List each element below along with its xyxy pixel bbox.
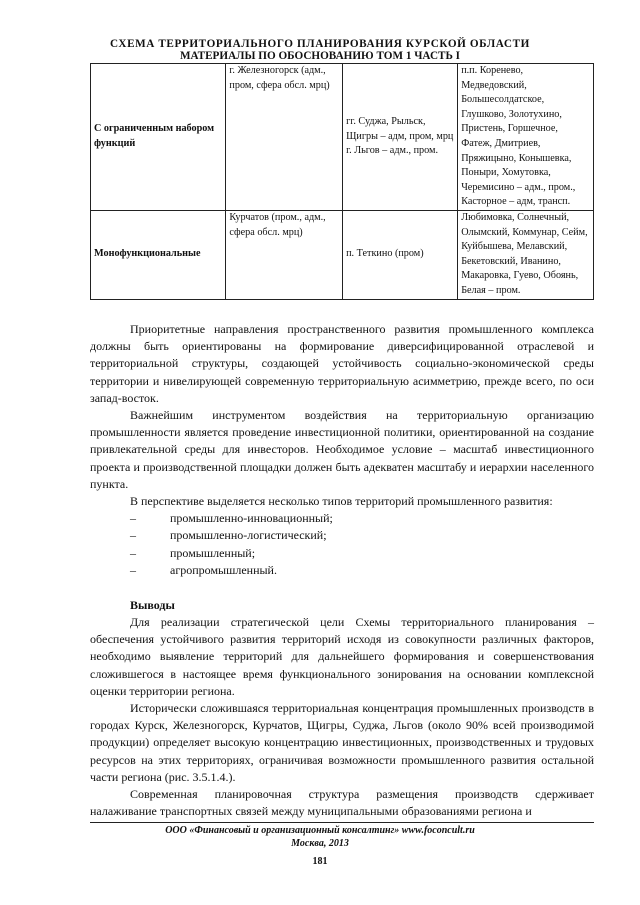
paragraph: Современная планировочная структура размещения производств сдерживает налаживание транспортных связей между муниципальными образованиями региона и xyxy=(90,787,594,819)
table-cell-category: Монофункциональные xyxy=(91,210,226,299)
list-item xyxy=(90,545,594,562)
list-item-text: промышленный; xyxy=(170,545,256,560)
table-cell: п. Теткино (пром) xyxy=(343,210,458,299)
table-row xyxy=(91,64,594,211)
document-header-subtitle: МАТЕРИАЛЫ ПО ОБОСНОВАНИЮ ТОМ 1 ЧАСТЬ I xyxy=(179,50,461,62)
list-dash: – xyxy=(130,562,136,577)
list-dash: – xyxy=(130,545,136,560)
document-body xyxy=(90,321,594,820)
list-item-text: промышленно-инновационный; xyxy=(170,511,333,526)
conclusions-heading: Выводы xyxy=(130,598,175,613)
paragraph: Приоритетные направления пространственного развития промышленного комплекса должны быть ориентированы на формирование диверсифицированной отраслевой и территориальной структуры, создающей устойчивость социально-экономической среды территории и нивелирующей современную территориальную асимметрию, прежде всего, по оси запад-восток. xyxy=(90,322,594,405)
footer-divider xyxy=(90,822,594,823)
table-cell: п.п. Коренево, Медведовский, Большесолдатское, Глушково, Золотухино, Пристень, Горшечное, Фатеж, Дмитриев, Пряжицыно, Конышевка, Поныри, Хомутовка, Черемисино – адм., пром., Касторное – адм, трансп. xyxy=(458,64,594,211)
list-item xyxy=(90,527,594,544)
list-item-text: агропромышленный. xyxy=(170,562,277,577)
table-cell: гг. Суджа, Рыльск, Щигры – адм, пром, мрц г. Льгов – адм., пром. xyxy=(343,64,458,211)
paragraph: Исторически сложившаяся территориальная концентрация промышленных производств в городах Курск, Железногорск, Курчатов, Щигры, Суджа, Льгов (около 90% всей производимой продукции) определяет высокую концентрацию инвестиционных, производственных и трудовых ресурсов на этих территориях, ограничивая возможности промышленного развития остальной части региона (рис. 3.5.1.4.). xyxy=(90,701,594,784)
paragraph: Для реализации стратегической цели Схемы территориального планирования – обеспечения устойчивого развития территорий исходя из совокупности различных факторов, необходимо выявление территорий для дальнейшего формирования и совершенствования сложившегося в настоящее время функционального зонирования на основании комплексной оценки территории региона. xyxy=(90,615,594,698)
list-dash: – xyxy=(130,528,136,543)
paragraph: В перспективе выделяется несколько типов территорий промышленного развития: xyxy=(130,494,553,509)
table-cell-category: С ограниченным набором функций xyxy=(91,64,226,211)
table-cell: г. Железногорск (адм., пром, сфера обсл. мрц) xyxy=(226,64,343,211)
table-cell: Любимовка, Солнечный, Олымский, Коммунар, Сейм, Куйбышева, Мелавский, Бекетовский, Иванино, Макаровка, Гуево, Обоянь, Белая – пром. xyxy=(458,210,594,299)
footer-company: ООО «Финансовый и организационный консалтинг» www.foconcult.ru xyxy=(165,825,475,836)
paragraph: Важнейшим инструментом воздействия на территориальную организацию промышленности является проведение инвестиционной политики, ориентированной на создание привлекательной среды для инвесторов. Необходимое условие – масштаб инвестиционного проекта и производственной площадки должен быть адекватен масштабу и иерархии населенного пункта. xyxy=(90,408,594,491)
page-number: 181 xyxy=(312,856,328,867)
settlement-types-table xyxy=(90,63,594,300)
list-item-text: промышленно-логистический; xyxy=(170,528,327,543)
document-header-title: СХЕМА ТЕРРИТОРИАЛЬНОГО ПЛАНИРОВАНИЯ КУРСКОЙ ОБЛАСТИ xyxy=(110,38,530,50)
territory-types-list xyxy=(90,510,594,579)
list-item xyxy=(90,510,594,527)
table-cell: Курчатов (пром., адм., сфера обсл. мрц) xyxy=(226,210,343,299)
table-row xyxy=(91,210,594,299)
list-item xyxy=(90,562,594,579)
list-dash: – xyxy=(130,511,136,526)
footer-city-year: Москва, 2013 xyxy=(291,838,349,849)
